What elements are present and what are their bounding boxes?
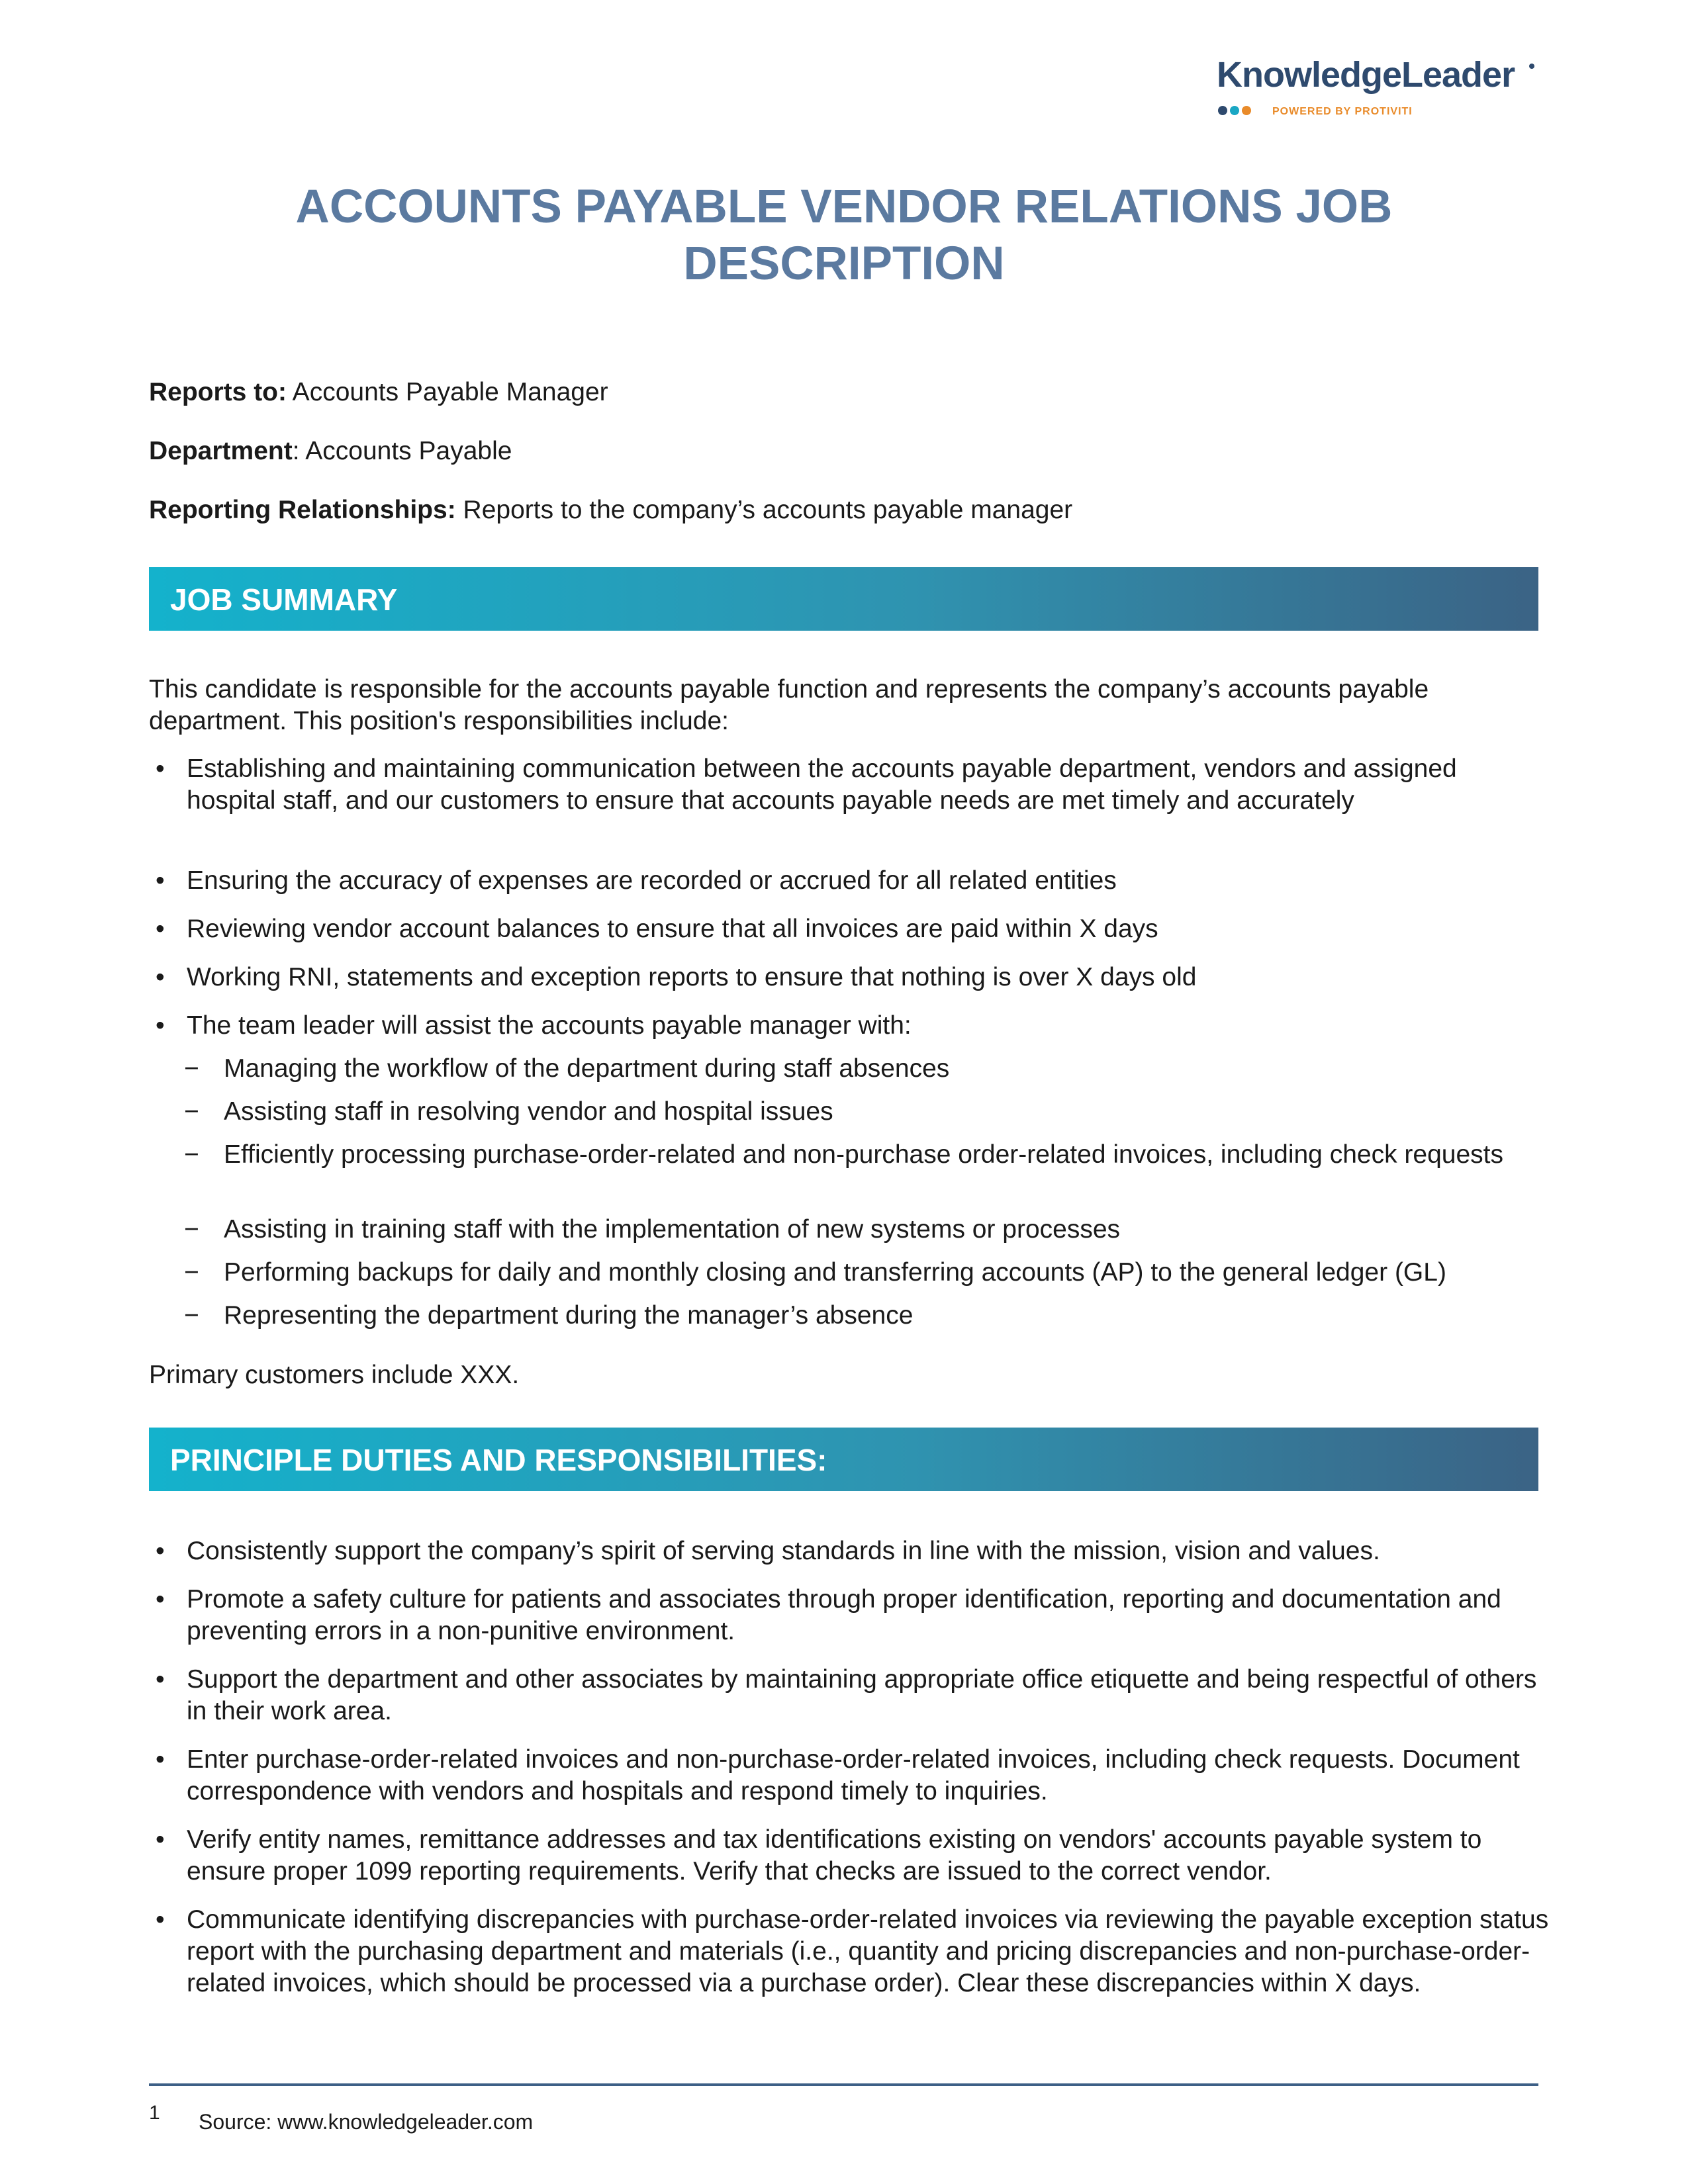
title-line-2: DESCRIPTION <box>683 238 1005 290</box>
duties-header <box>149 1428 1538 1491</box>
bullet-icon: • <box>156 1537 165 1565</box>
page-title <box>0 179 1688 293</box>
dash-icon: − <box>184 1215 199 1244</box>
sub-list-item: Efficiently processing purchase-order-related and non-purchase order-related invoices, including check requests <box>224 1140 1503 1169</box>
logo-tagline: POWERED BY PROTIVITI <box>1272 106 1413 117</box>
dash-icon: − <box>184 1097 199 1126</box>
bullet-icon: • <box>156 1825 165 1854</box>
bullet-icon: • <box>156 1585 165 1614</box>
department-label: Department <box>149 437 293 465</box>
list-item: Working RNI, statements and exception reports to ensure that nothing is over X days old <box>187 963 1197 991</box>
dash-icon: − <box>184 1258 199 1287</box>
reporting-relationships-value: Reports to the company’s accounts payable manager <box>455 496 1073 524</box>
job-summary-closing: Primary customers include XXX. <box>149 1361 520 1389</box>
knowledgeleader-logo <box>1217 54 1534 127</box>
sub-list-item: Assisting staff in resolving vendor and hospital issues <box>224 1097 833 1126</box>
sub-list-item: Performing backups for daily and monthly closing and transferring accounts (AP) to the general ledger (GL) <box>224 1258 1446 1287</box>
dash-icon: − <box>184 1054 199 1083</box>
list-item: Communicate identifying discrepancies with purchase-order-related invoices via reviewing the payable exception status report with the purchasing department and materials (i.e., quantity and pricing discrepancies and non-purchase-order-related invoices, which should be processed via a purchase order). Clear these discrepancies within X days. <box>187 1905 1549 1997</box>
reporting-relationships <box>149 495 1072 525</box>
logo-dots-icon <box>1218 106 1254 118</box>
source-note: Source: www.knowledgeleader.com <box>199 2110 534 2134</box>
job-summary-heading: JOB SUMMARY <box>170 582 398 617</box>
department <box>149 436 512 467</box>
list-item: Reviewing vendor account balances to ensure that all invoices are paid within X days <box>187 915 1158 943</box>
sub-list-item: Representing the department during the manager’s absence <box>224 1301 914 1330</box>
list-item: Establishing and maintaining communication between the accounts payable department, vendors and assigned hospital staff, and our customers to ensure that accounts payable needs are met timely and accurately <box>187 754 1457 815</box>
bullet-icon: • <box>156 1665 165 1694</box>
reports-to-value: Accounts Payable Manager <box>287 378 608 406</box>
footer-divider <box>149 2083 1538 2086</box>
list-item: The team leader will assist the accounts payable manager with: <box>187 1011 912 1040</box>
list-item: Support the department and other associates by maintaining appropriate office etiquette and being respectful of others in their work area. <box>187 1665 1537 1725</box>
list-item: Verify entity names, remittance addresses and tax identifications existing on vendors' accounts payable system to ensure proper 1099 reporting requirements. Verify that checks are issued to the correct vendor. <box>187 1825 1482 1886</box>
reports-to <box>149 377 608 408</box>
list-item: Promote a safety culture for patients and associates through proper identification, reporting and documentation and preventing errors in a non-punitive environment. <box>187 1585 1501 1645</box>
bullet-icon: • <box>156 915 165 943</box>
list-item: Ensuring the accuracy of expenses are recorded or accrued for all related entities <box>187 866 1117 895</box>
page-number: 1 <box>149 2102 160 2124</box>
job-summary-header <box>149 567 1538 631</box>
bullet-icon: • <box>156 866 165 895</box>
list-item: Consistently support the company’s spirit of serving standards in line with the mission, vision and values. <box>187 1537 1380 1565</box>
dash-icon: − <box>184 1301 199 1330</box>
bullet-icon: • <box>156 1745 165 1774</box>
title-line-1: ACCOUNTS PAYABLE VENDOR RELATIONS JOB <box>295 181 1393 233</box>
reports-to-label: Reports to: <box>149 378 287 406</box>
list-item: Enter purchase-order-related invoices and non-purchase-order-related invoices, including check requests. Document correspondence with vendors and hospitals and respond timely to inquiries. <box>187 1745 1520 1805</box>
duties-heading: PRINCIPLE DUTIES AND RESPONSIBILITIES: <box>170 1443 827 1477</box>
bullet-icon: • <box>156 1905 165 1934</box>
job-summary-intro: This candidate is responsible for the accounts payable function and represents the company’s accounts payable department. This position's responsibilities include: <box>149 675 1429 735</box>
department-value: : Accounts Payable <box>292 437 512 465</box>
dash-icon: − <box>184 1140 199 1169</box>
reporting-relationships-label: Reporting Relationships: <box>149 496 456 524</box>
bullet-icon: • <box>156 963 165 991</box>
logo-wordmark: KnowledgeLeader <box>1217 55 1515 95</box>
bullet-icon: • <box>156 1011 165 1040</box>
bullet-icon: • <box>156 754 165 783</box>
sub-list-item: Managing the workflow of the department during staff absences <box>224 1054 950 1083</box>
sub-list-item: Assisting in training staff with the implementation of new systems or processes <box>224 1215 1121 1244</box>
logo-registered-mark <box>1529 64 1534 69</box>
